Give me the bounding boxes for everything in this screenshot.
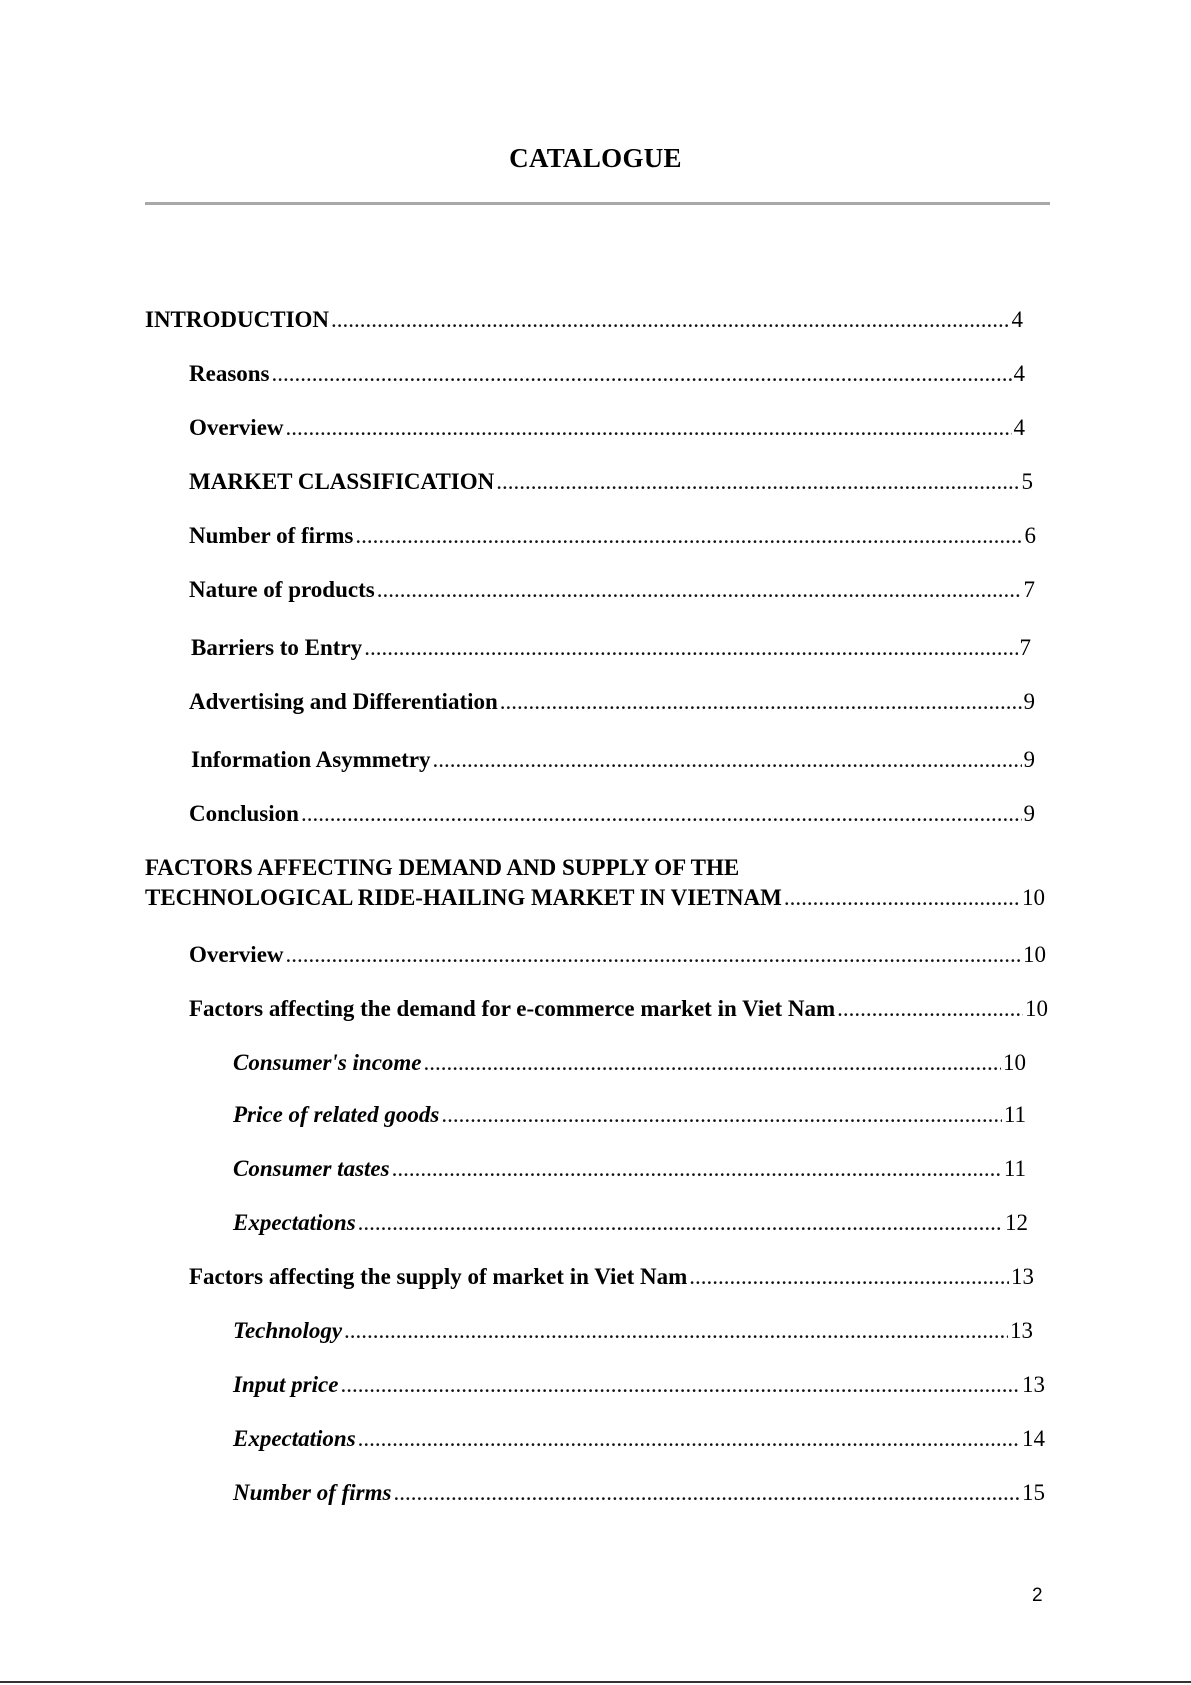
toc-entry-number-of-firms-supply[interactable] [233,1478,1045,1508]
toc-leader-dots [496,467,1019,497]
toc-page-number: 11 [1003,1102,1026,1127]
page-number: 2 [1032,1585,1043,1606]
toc-leader-dots [364,633,1017,663]
toc-entry-overview[interactable] [189,413,1025,443]
toc-leader-dots [837,994,1023,1024]
page-title: CATALOGUE [509,143,682,173]
toc-entry-technology[interactable] [233,1316,1033,1346]
toc-leader-dots [272,359,1012,389]
toc-entry-factors-demand[interactable] [189,994,1048,1024]
toc-entry-factors-line2 [145,883,1045,913]
toc-entry-advertising[interactable] [189,687,1035,717]
toc-label: Expectations [233,1210,356,1235]
toc-entry-number-of-firms[interactable] [189,521,1036,551]
toc-label: Number of firms [233,1480,392,1505]
toc-page-number: 7 [1023,577,1035,602]
toc-label: Factors affecting the supply of market in Viet Nam [189,1264,688,1289]
toc-leader-dots [340,1370,1020,1400]
toc-page-number: 4 [1011,307,1023,332]
toc-page-number: 11 [1003,1156,1026,1181]
toc-page-number: 4 [1013,415,1025,440]
toc-leader-dots [331,305,1009,335]
toc-label: Information Asymmetry [191,747,431,772]
toc-leader-dots [392,1154,1002,1184]
toc-page-number: 10 [1025,996,1048,1021]
toc-entry-barriers-to-entry[interactable] [191,633,1031,663]
toc-page-number: 15 [1022,1480,1045,1505]
toc-label: Consumer's income [233,1050,422,1075]
title-divider [145,202,1050,205]
toc-leader-dots [301,799,1022,829]
toc-leader-dots [344,1316,1008,1346]
toc-entry-factors-supply[interactable] [189,1262,1034,1292]
toc-page-number: 6 [1024,523,1036,548]
toc-leader-dots [355,521,1022,551]
toc-label: MARKET CLASSIFICATION [189,469,495,494]
toc-entry-reasons[interactable] [189,359,1025,389]
toc-label-line2: TECHNOLOGICAL RIDE-HAILING MARKET IN VIETNAM [145,885,782,910]
toc-label: Consumer tastes [233,1156,390,1181]
toc-label: Barriers to Entry [191,635,363,660]
toc-label: Number of firms [189,523,354,548]
toc-page-number: 9 [1023,689,1035,714]
toc-label: Advertising and Differentiation [189,689,498,714]
toc-label: Input price [233,1372,339,1397]
toc-page-number: 4 [1013,361,1025,386]
toc-label: Expectations [233,1426,356,1451]
toc-label: Overview [189,942,284,967]
toc-page-number: 13 [1010,1318,1033,1343]
toc-label: Conclusion [189,801,299,826]
toc-label: INTRODUCTION [145,307,330,332]
toc-page-number: 9 [1023,747,1035,772]
toc-page-number: 10 [1022,885,1045,910]
toc-entry-conclusion[interactable] [189,799,1035,829]
toc-page-number: 10 [1023,942,1046,967]
toc-label: Factors affecting the demand for e-commerce market in Viet Nam [189,996,836,1021]
toc-entry-consumer-tastes[interactable] [233,1154,1026,1184]
toc-page-number: 5 [1021,469,1033,494]
toc-leader-dots [286,413,1012,443]
toc-leader-dots [441,1100,1002,1130]
toc-entry-factors-demand-supply[interactable] [145,853,1045,913]
toc-page-number: 7 [1019,635,1031,660]
toc-leader-dots [784,883,1020,913]
toc-entry-introduction[interactable] [145,305,1023,335]
toc-leader-dots [424,1048,1001,1078]
toc-leader-dots [358,1424,1020,1454]
toc-label: Overview [189,415,284,440]
toc-entry-expectations-demand[interactable] [233,1208,1028,1238]
toc-entry-consumers-income[interactable] [233,1048,1026,1078]
toc-label: Reasons [189,361,270,386]
page-bottom-edge [0,1681,1191,1683]
toc-leader-dots [286,940,1021,970]
toc-label: Price of related goods [233,1102,440,1127]
toc-leader-dots [377,575,1022,605]
toc-leader-dots [500,687,1022,717]
toc-label: Nature of products [189,577,375,602]
toc-entry-expectations-supply[interactable] [233,1424,1045,1454]
toc-page-number: 13 [1011,1264,1034,1289]
toc-entry-price-related-goods[interactable] [233,1100,1026,1130]
toc-leader-dots [393,1478,1020,1508]
toc-page-number: 12 [1005,1210,1028,1235]
toc-entry-input-price[interactable] [233,1370,1045,1400]
toc-leader-dots [689,1262,1009,1292]
toc-page-number: 10 [1003,1050,1026,1075]
toc-label-line1: FACTORS AFFECTING DEMAND AND SUPPLY OF THE [145,855,740,880]
toc-entry-nature-of-products[interactable] [189,575,1035,605]
toc-page-number: 14 [1022,1426,1045,1451]
toc-page-number: 9 [1023,801,1035,826]
toc-leader-dots [358,1208,1003,1238]
toc-page-number: 13 [1022,1372,1045,1397]
toc-entry-market-classification[interactable] [189,467,1033,497]
toc-leader-dots [433,745,1022,775]
toc-entry-information-asymmetry[interactable] [191,745,1035,775]
toc-entry-overview-2[interactable] [189,940,1046,970]
toc-label: Technology [233,1318,343,1343]
